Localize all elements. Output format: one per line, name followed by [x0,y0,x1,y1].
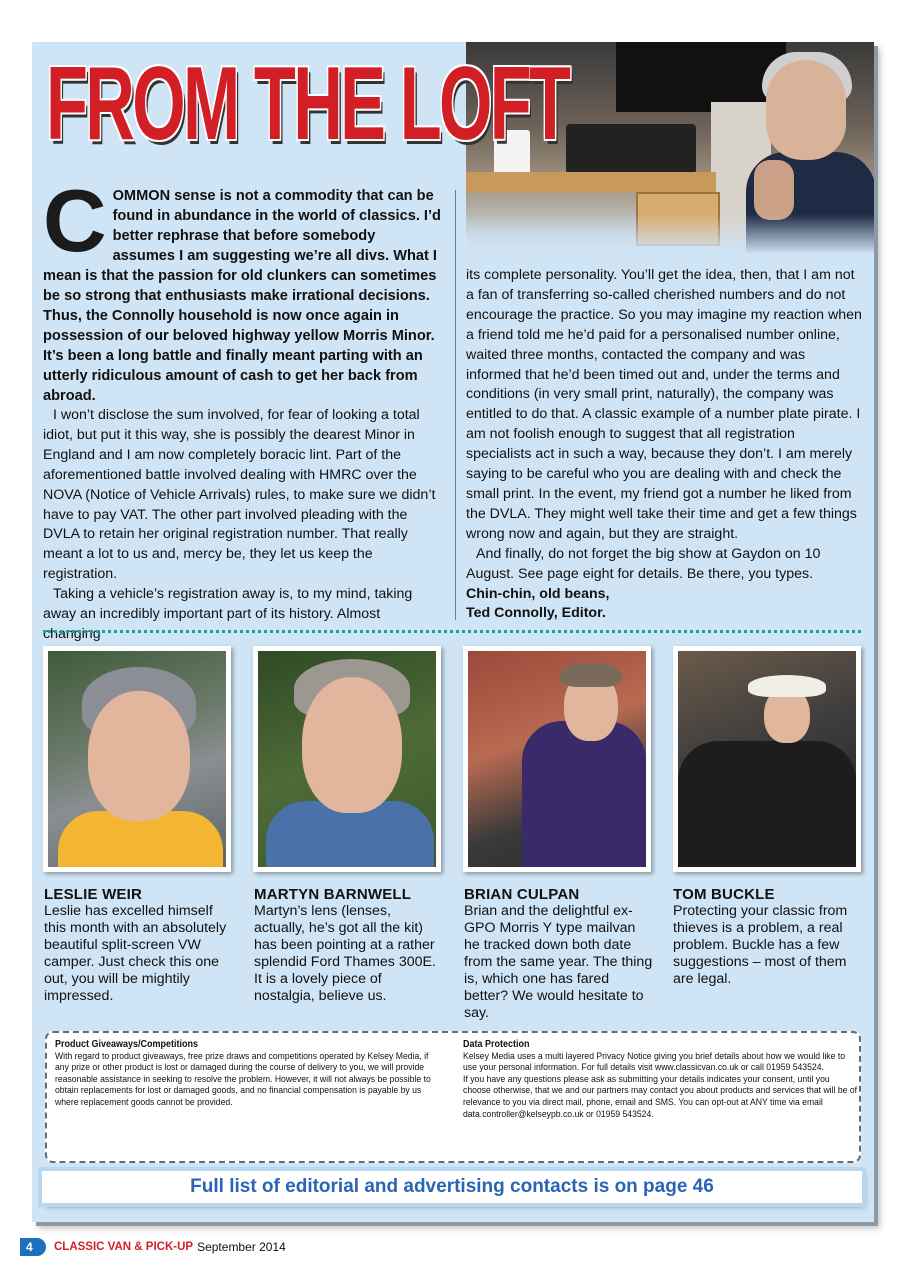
contributor-photo-brian [463,646,651,872]
article-paragraph: its complete personality. You’ll get the idea, then, that I am not a fan of transferring so-called cherished numbers and do not encourage the practice. So you may imagine my reaction when a friend told me he’d paid for a personalised number online, waited three months, contacted the company and was informed that he’d been timed out and, under the terms and conditions (in very small print, naturally), the company was entitled to do that. A classic example of a number plate pirate. I am not foolish enough to suggest that all registration specialists act in such a way, because they don’t. I am merely saying to be careful who you are dealing with and check the small print. In the event, my friend got a number he liked from the DVLA. They might well take their time and get a few things wrong now and again, but they are straight. [466,267,862,542]
contributor-text: Protecting your classic from thieves is a problem, a real problem. Buckle has a few suggestions – most of them are legal. [673,903,848,987]
contributor-text: Leslie has excelled himself this month with an absolutely beautiful split-screen VW camper. Just check this one out, you will be mightily impressed. [44,903,227,1004]
lead-text: OMMON sense is not a commodity that can be found in abundance in the world of classics. I’d better rephrase that before somebody assumes I am suggesting we’re all divs. What I mean is that the passion for old clunkers can sometimes be so strong that enthusiasts make irrational decisions. Thus, the Connolly household is now once again in possession of our beloved highway yellow Morris Minor. It’s been a long battle and finally meant parting with an utterly ridiculous amount of cash to get her back from abroad. [43,188,441,404]
competitions-text: With regard to product giveaways, free prize draws and competitions operated by Kelsey Media, if any prize or other product is lost or damaged during the course of delivery to you, we will provide reasonable assistance in seeking to resolve the problem. However, it will not always be possible to obtain replacements for lost or damaged goods, and no financial compensation is payable by us where replacement goods cannot be provided. [55,1050,431,1108]
contributor-photo-tom [673,646,861,872]
contributor-text: Brian and the delightful ex-GPO Morris Y type mailvan he tracked down both date from the same year. The thing is, which one has fared better? We would hesitate to say. [464,903,653,1021]
data-protection-notice [463,1039,857,1120]
page-number: 4 [20,1238,46,1256]
data-protection-title: Data Protection [463,1039,530,1050]
contacts-banner [42,1171,862,1203]
article-paragraph: I won’t disclose the sum involved, for fear of looking a total idiot, but put it this way, she is possibly the dearest Minor in England and I am now completely boracic lint. Part of the aforementioned battle involved dealing with HMRC over the NOVA (Notice of Vehicle Arrivals) rules, to make sure we didn’t have to pay VAT. The other part involved pleading with the DVLA to retain her original registration number. That really meant a lot to us and, mercy be, they let us keep the registration. [43,407,436,583]
contributor-name: MARTYN BARNWELL [254,886,412,903]
competitions-notice [55,1039,433,1109]
page-title: FROM THE LOFT [46,46,569,162]
article-column-1 [43,171,441,645]
magazine-name: CLASSIC VAN & PICK-UP [54,1240,194,1253]
contributor-bio [44,886,234,1005]
article-lead [43,171,441,406]
article-column-2 [466,266,862,624]
page-footer [20,1236,286,1256]
contributor-bio [254,886,444,1005]
article-paragraph: Taking a vehicle’s registration away is, to my mind, taking away an incredibly important part of its history. Almost changing [43,586,413,642]
contributor-photo-leslie [43,646,231,872]
contributor-name: BRIAN CULPAN [464,886,580,903]
contributor-bio [673,886,863,988]
article-paragraph: And finally, do not forget the big show at Gaydon on 10 August. See page eight for details. Be there, you types. [466,545,821,582]
contacts-banner-text: Full list of editorial and advertising contacts is on page 46 [190,1176,714,1197]
dotted-divider [43,630,861,633]
legal-notice-box [45,1031,861,1163]
editor-signature: Ted Connolly, Editor. [466,605,606,622]
drop-cap: C [43,171,107,270]
contributor-text: Martyn’s lens (lenses, actually, he’s got all the kit) has been pointing at a rather splendid Ford Thames 300E. It is a lovely piece of nostalgia, believe us. [254,903,436,1004]
contributor-name: LESLIE WEIR [44,886,143,903]
contributor-photo-martyn [253,646,441,872]
contributor-bio [464,886,654,1022]
sign-off: Chin-chin, old beans, [466,585,610,602]
data-protection-text: If you have any questions please ask as submitting your details indicates your consent, until you choose otherwise, that we and our partners may contact you about products and services that will be of relevance to you via direct mail, phone, email and SMS. You can opt-out at ANY time via email data.controller@kelseypb.co.uk or 01959 543524. [463,1073,858,1120]
data-protection-text: Kelsey Media uses a multi layered Privacy Notice giving you brief details about how we would like to use your personal information. For full details visit www.classicvan.co.uk or call 01959 543524. [463,1050,846,1074]
issue-date: September 2014 [197,1239,286,1254]
competitions-title: Product Giveaways/Competitions [55,1039,199,1050]
column-divider [455,190,456,620]
contributor-name: TOM BUCKLE [673,886,775,903]
